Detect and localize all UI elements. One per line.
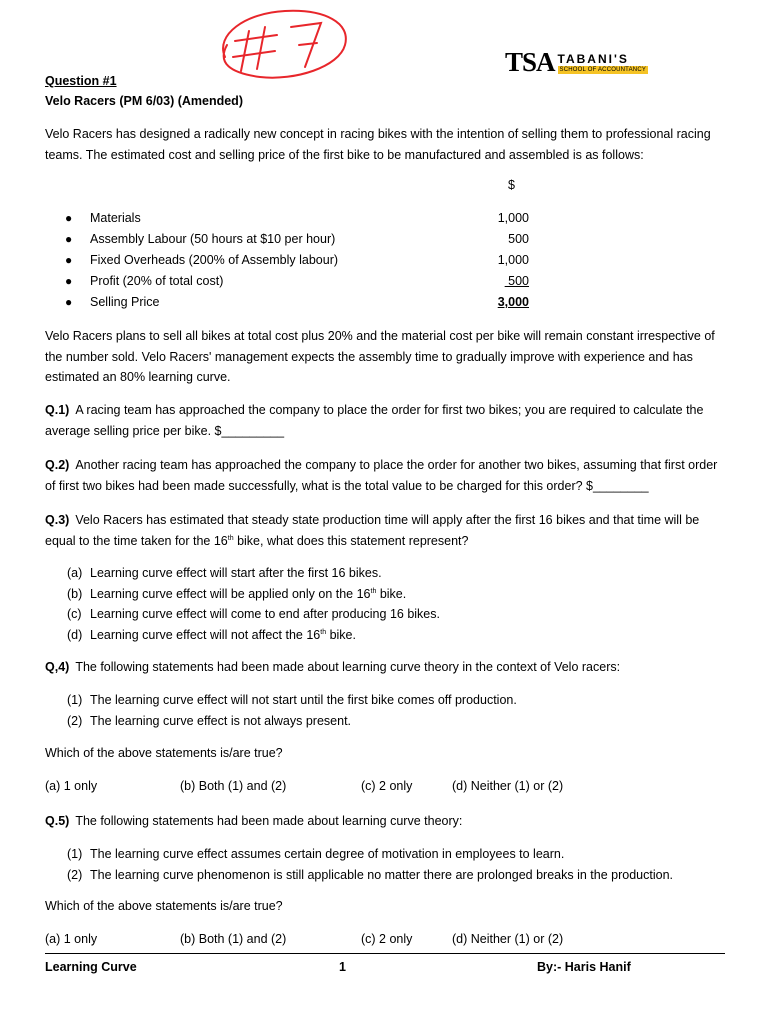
question-1 — [45, 400, 725, 441]
question-text: A racing team has approached the company to place the order for first two bikes; you are required to calculate the average selling price per bike. $_________ — [45, 403, 704, 438]
answer-option-d[interactable]: (d) Neither (1) or (2) — [452, 779, 564, 793]
option-key: (c) — [67, 607, 82, 621]
logo-name: TABANI'S — [557, 52, 629, 66]
question-number: Question #1 — [45, 74, 117, 88]
question-number-label: Q.3) — [45, 513, 70, 527]
question-3 — [45, 510, 725, 551]
answer-option-a[interactable]: (a) 1 only — [45, 932, 98, 946]
statement-key: (2) — [67, 713, 83, 728]
option-text: Learning curve effect will be applied only on the 16 — [90, 586, 371, 601]
answer-option-c[interactable]: (c) 2 only — [361, 779, 413, 793]
bullet-icon: ● — [65, 253, 73, 267]
school-logo — [505, 46, 648, 77]
question-4 — [45, 657, 725, 678]
question-4-statements — [67, 690, 727, 731]
question-number-label: Q.1) — [45, 403, 70, 417]
question-text: Velo Racers has estimated that steady state production time will apply after the first 16 bikes and that time will be equal to the time taken for the 16 — [45, 513, 700, 548]
question-text: The following statements had been made about learning curve theory in the context of Velo racers: — [75, 660, 621, 674]
option-b[interactable] — [67, 584, 727, 605]
option-key: (a) — [67, 566, 83, 580]
option-text-end: bike. — [376, 586, 407, 601]
assumptions-paragraph: Velo Racers plans to sell all bikes at total cost plus 20% and the material cost per bike will remain constant irrespective of the number sold. Velo Racers' management expects the assembly time to gradually improve with experience and has estimated an 80% learning curve. — [45, 329, 715, 384]
superscript: th — [370, 587, 377, 595]
currency-header: $ — [508, 178, 515, 192]
cost-row — [65, 250, 535, 271]
cost-row — [65, 208, 535, 229]
answer-option-b[interactable]: (b) Both (1) and (2) — [180, 779, 287, 793]
answer-option-b[interactable]: (b) Both (1) and (2) — [180, 932, 287, 946]
question-5 — [45, 811, 725, 832]
question-2 — [45, 455, 725, 496]
handwritten-annotation — [205, 5, 355, 85]
question-text: The following statements had been made about learning curve theory: — [75, 814, 463, 828]
footer-author: By:- Haris Hanif — [537, 960, 631, 974]
statement-key: (1) — [67, 847, 83, 861]
cost-value: 500 — [504, 274, 529, 288]
cost-value: 1,000 — [497, 211, 529, 225]
page-number: 1 — [339, 960, 346, 974]
bullet-icon: ● — [65, 232, 73, 246]
question-number-label: Q.5) — [45, 814, 70, 828]
option-text: Learning curve effect will not affect the 16 — [90, 627, 321, 642]
statement-text: The learning curve effect will not start until the first bike comes off production. — [90, 693, 517, 707]
statement-key: (2) — [67, 867, 83, 882]
answer-option-d[interactable]: (d) Neither (1) or (2) — [452, 932, 564, 946]
option-key: (d) — [67, 627, 83, 642]
cost-row — [65, 229, 535, 250]
question-3-options — [67, 563, 727, 645]
statement-item — [67, 690, 727, 711]
statement-item — [67, 865, 727, 886]
cost-label: Materials — [90, 211, 141, 225]
logo-subtitle: SCHOOL OF ACCOUNTANCY — [559, 67, 647, 73]
bullet-icon: ● — [65, 211, 73, 225]
option-text: Learning curve effect will come to end after producing 16 bikes. — [90, 607, 440, 621]
statement-item — [67, 844, 727, 865]
footer-topic: Learning Curve — [45, 960, 137, 974]
cost-label: Profit (20% of total cost) — [90, 274, 224, 288]
bullet-icon: ● — [65, 295, 73, 309]
option-a[interactable] — [67, 563, 727, 584]
question-5-answers — [45, 929, 725, 949]
cost-table — [65, 208, 535, 313]
answer-option-c[interactable]: (c) 2 only — [361, 932, 413, 946]
bullet-icon: ● — [65, 274, 73, 288]
option-text: Learning curve effect will start after the first 16 bikes. — [90, 566, 382, 580]
question-title: Velo Racers (PM 6/03) (Amended) — [45, 94, 243, 108]
intro-paragraph: Velo Racers has designed a radically new concept in racing bikes with the intention of selling them to professional racing teams. The estimated cost and selling price of the first bike to be manufactured and assembled is as follows: — [45, 127, 711, 162]
question-text: Another racing team has approached the company to place the order for another two bikes, assuming that first order of first two bikes had been made successfully, what is the total value to be charged for this order? $________ — [45, 458, 718, 493]
statement-item — [67, 711, 727, 732]
cost-label: Selling Price — [90, 295, 160, 309]
option-c[interactable] — [67, 604, 727, 625]
question-5-statements — [67, 844, 727, 885]
option-d[interactable] — [67, 625, 727, 646]
superscript: th — [320, 628, 327, 636]
question-text-end: bike, what does this statement represent? — [233, 533, 469, 548]
question-number-label: Q,4) — [45, 660, 70, 674]
cost-row — [65, 292, 535, 313]
superscript: th — [227, 534, 234, 542]
statement-text: The learning curve effect assumes certain degree of motivation in employees to learn. — [90, 847, 565, 861]
answer-option-a[interactable]: (a) 1 only — [45, 779, 98, 793]
which-true-prompt: Which of the above statements is/are true? — [45, 899, 283, 913]
cost-row — [65, 271, 535, 292]
option-key: (b) — [67, 586, 83, 601]
question-number-label: Q.2) — [45, 458, 70, 472]
option-text-end: bike. — [326, 627, 356, 642]
cost-value: 500 — [508, 232, 529, 246]
cost-value: 3,000 — [497, 295, 529, 309]
footer-divider — [45, 953, 725, 954]
question-4-answers — [45, 776, 725, 796]
which-true-prompt: Which of the above statements is/are true? — [45, 746, 283, 760]
statement-text: The learning curve phenomenon is still applicable no matter there are prolonged breaks in the production. — [90, 867, 673, 882]
statement-key: (1) — [67, 693, 83, 707]
cost-label: Fixed Overheads (200% of Assembly labour) — [90, 253, 339, 267]
logo-mark: TSA — [505, 47, 555, 77]
cost-label: Assembly Labour (50 hours at $10 per hour) — [90, 232, 336, 246]
cost-value: 1,000 — [497, 253, 529, 267]
statement-text: The learning curve effect is not always present. — [90, 713, 352, 728]
